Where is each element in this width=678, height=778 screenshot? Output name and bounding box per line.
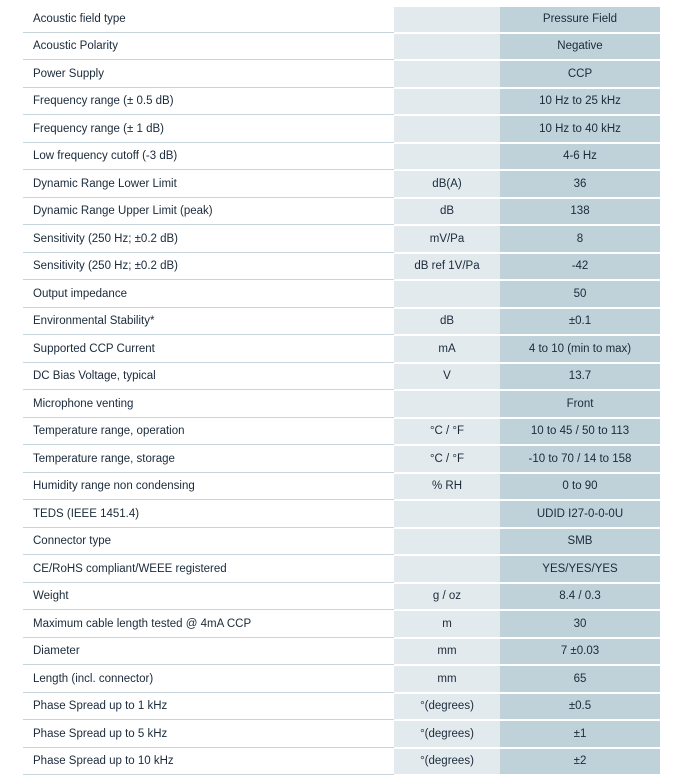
value-cell: CCP <box>500 61 660 88</box>
unit-cell <box>394 61 500 88</box>
unit-cell: mV/Pa <box>394 226 500 253</box>
unit-cell: mA <box>394 336 500 363</box>
unit-cell <box>394 281 500 308</box>
value-cell: 30 <box>500 611 660 638</box>
unit-cell: dB <box>394 309 500 336</box>
value-cell: 8 <box>500 226 660 253</box>
table-row <box>23 61 660 89</box>
parameter-cell: Frequency range (± 0.5 dB) <box>23 89 394 116</box>
parameter-cell: Sensitivity (250 Hz; ±0.2 dB) <box>23 226 394 253</box>
parameter-cell: Dynamic Range Lower Limit <box>23 171 394 198</box>
parameter-cell: Temperature range, operation <box>23 419 394 446</box>
table-row <box>23 584 660 612</box>
parameter-cell: Diameter <box>23 639 394 666</box>
table-row <box>23 309 660 337</box>
value-cell: ±0.1 <box>500 309 660 336</box>
parameter-cell: Maximum cable length tested @ 4mA CCP <box>23 611 394 638</box>
parameter-cell: Environmental Stability* <box>23 309 394 336</box>
table-row <box>23 144 660 172</box>
table-row <box>23 501 660 529</box>
parameter-cell: Dynamic Range Upper Limit (peak) <box>23 199 394 226</box>
parameter-cell: Sensitivity (250 Hz; ±0.2 dB) <box>23 254 394 281</box>
parameter-cell: Microphone venting <box>23 391 394 418</box>
unit-cell <box>394 144 500 171</box>
parameter-cell: Connector type <box>23 529 394 556</box>
table-row <box>23 6 660 34</box>
value-cell: SMB <box>500 529 660 556</box>
unit-cell: mm <box>394 639 500 666</box>
parameter-cell: Output impedance <box>23 281 394 308</box>
parameter-cell: TEDS (IEEE 1451.4) <box>23 501 394 528</box>
table-row <box>23 199 660 227</box>
table-row <box>23 364 660 392</box>
unit-cell <box>394 529 500 556</box>
table-row <box>23 446 660 474</box>
table-row <box>23 611 660 639</box>
value-cell: ±1 <box>500 721 660 748</box>
unit-cell <box>394 89 500 116</box>
table-row <box>23 226 660 254</box>
table-row <box>23 34 660 62</box>
parameter-cell: Humidity range non condensing <box>23 474 394 501</box>
unit-cell: °(degrees) <box>394 721 500 748</box>
parameter-cell: Temperature range, storage <box>23 446 394 473</box>
unit-cell: % RH <box>394 474 500 501</box>
table-row <box>23 116 660 144</box>
unit-cell: g / oz <box>394 584 500 611</box>
unit-cell: °C / °F <box>394 446 500 473</box>
table-row <box>23 336 660 364</box>
parameter-cell: Length (incl. connector) <box>23 666 394 693</box>
parameter-cell: Supported CCP Current <box>23 336 394 363</box>
table-row <box>23 639 660 667</box>
unit-cell: °C / °F <box>394 419 500 446</box>
unit-cell <box>394 391 500 418</box>
value-cell: Pressure Field <box>500 7 660 33</box>
table-row <box>23 419 660 447</box>
value-cell: -42 <box>500 254 660 281</box>
table-row <box>23 556 660 584</box>
unit-cell: dB(A) <box>394 171 500 198</box>
parameter-cell: Phase Spread up to 10 kHz <box>23 749 394 776</box>
parameter-cell: Weight <box>23 584 394 611</box>
value-cell: 10 Hz to 25 kHz <box>500 89 660 116</box>
unit-cell <box>394 34 500 61</box>
unit-cell: °(degrees) <box>394 694 500 721</box>
parameter-cell: Power Supply <box>23 61 394 88</box>
value-cell: 10 Hz to 40 kHz <box>500 116 660 143</box>
value-cell: UDID I27-0-0-0U <box>500 501 660 528</box>
parameter-cell: Acoustic Polarity <box>23 34 394 61</box>
table-row <box>23 721 660 749</box>
unit-cell <box>394 556 500 583</box>
unit-cell: m <box>394 611 500 638</box>
unit-cell <box>394 7 500 33</box>
value-cell: ±0.5 <box>500 694 660 721</box>
value-cell: 13.7 <box>500 364 660 391</box>
value-cell: 0 to 90 <box>500 474 660 501</box>
table-row <box>23 171 660 199</box>
value-cell: 10 to 45 / 50 to 113 <box>500 419 660 446</box>
parameter-cell: Phase Spread up to 5 kHz <box>23 721 394 748</box>
table-row <box>23 749 660 777</box>
unit-cell: dB <box>394 199 500 226</box>
table-row <box>23 474 660 502</box>
value-cell: Negative <box>500 34 660 61</box>
value-cell: 36 <box>500 171 660 198</box>
table-row <box>23 89 660 117</box>
value-cell: 7 ±0.03 <box>500 639 660 666</box>
value-cell: YES/YES/YES <box>500 556 660 583</box>
value-cell: Front <box>500 391 660 418</box>
table-row <box>23 529 660 557</box>
parameter-cell: Frequency range (± 1 dB) <box>23 116 394 143</box>
table-row <box>23 254 660 282</box>
table-row <box>23 281 660 309</box>
unit-cell: mm <box>394 666 500 693</box>
value-cell: 65 <box>500 666 660 693</box>
parameter-cell: DC Bias Voltage, typical <box>23 364 394 391</box>
value-cell: 50 <box>500 281 660 308</box>
value-cell: -10 to 70 / 14 to 158 <box>500 446 660 473</box>
unit-cell <box>394 501 500 528</box>
value-cell: 8.4 / 0.3 <box>500 584 660 611</box>
unit-cell: °(degrees) <box>394 749 500 776</box>
table-row <box>23 694 660 722</box>
parameter-cell: Acoustic field type <box>23 7 394 33</box>
parameter-cell: Low frequency cutoff (-3 dB) <box>23 144 394 171</box>
value-cell: ±2 <box>500 749 660 776</box>
unit-cell: V <box>394 364 500 391</box>
parameter-cell: CE/RoHS compliant/WEEE registered <box>23 556 394 583</box>
table-row <box>23 391 660 419</box>
unit-cell: dB ref 1V/Pa <box>394 254 500 281</box>
value-cell: 4-6 Hz <box>500 144 660 171</box>
value-cell: 4 to 10 (min to max) <box>500 336 660 363</box>
value-cell: 138 <box>500 199 660 226</box>
spec-table <box>23 6 660 776</box>
table-row <box>23 666 660 694</box>
parameter-cell: Phase Spread up to 1 kHz <box>23 694 394 721</box>
unit-cell <box>394 116 500 143</box>
